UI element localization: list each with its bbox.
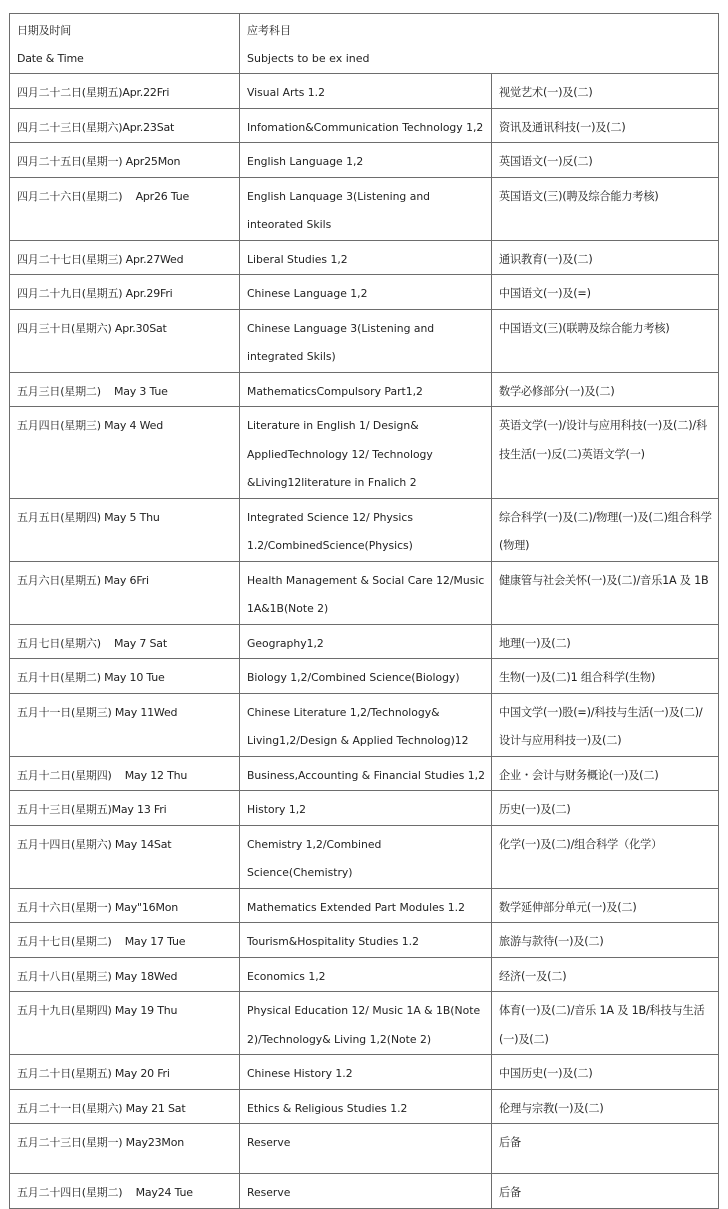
date-cell: 四月二十六日(星期二) Apr26 Tue (10, 177, 240, 240)
header-date-zh: 日期及时间 (17, 24, 71, 37)
subject-zh-cell: 化学(一)及(二)/组合科学（化学） (492, 825, 719, 888)
subject-zh-cell: 中国历史(一)及(二) (492, 1055, 719, 1090)
subject-zh-cell: 通识教育(一)及(二) (492, 240, 719, 275)
date-cell: 五月五日(星期四) May 5 Thu (10, 498, 240, 561)
subject-zh-cell: 经济(一及(二) (492, 957, 719, 992)
subject-en-cell: Liberal Studies 1,2 (240, 240, 492, 275)
subject-en-cell: Chinese Language 3(Listening and integrated Skils) (240, 309, 492, 372)
date-cell: 四月二十二日(星期五)Apr.22Fri (10, 74, 240, 109)
table-row (10, 1055, 719, 1090)
subject-en-cell: English Language 1,2 (240, 143, 492, 178)
subject-zh-cell: 中国语文(一)及(=) (492, 275, 719, 310)
timetable-table (9, 13, 719, 1209)
date-cell: 四月二十九日(星期五) Apr.29Fri (10, 275, 240, 310)
table-row (10, 1124, 719, 1174)
subject-en-cell: Mathematics Extended Part Modules 1.2 (240, 888, 492, 923)
date-cell: 五月三日(星期二) May 3 Tue (10, 372, 240, 407)
subject-en-cell: Reserve (240, 1174, 492, 1209)
table-row (10, 275, 719, 310)
timetable-body (10, 14, 719, 1209)
date-cell: 五月六日(星期五) May 6Fri (10, 561, 240, 624)
subject-en-cell: Health Management & Social Care 12/Music 1A&1B(Note 2) (240, 561, 492, 624)
subject-en-cell: History 1,2 (240, 791, 492, 826)
subject-en-cell: Business,Accounting & Financial Studies 1,2 (240, 756, 492, 791)
subject-zh-cell: 历史(一)及(二) (492, 791, 719, 826)
header-subject-zh: 应考科目 (247, 24, 291, 37)
table-row (10, 957, 719, 992)
date-cell: 五月十八日(星期三) May 18Wed (10, 957, 240, 992)
date-cell: 四月三十日(星期六) Apr.30Sat (10, 309, 240, 372)
table-row (10, 992, 719, 1055)
table-row (10, 888, 719, 923)
subject-en-cell: Geography1,2 (240, 624, 492, 659)
subject-en-cell: Chemistry 1,2/Combined Science(Chemistry) (240, 825, 492, 888)
subject-zh-cell: 英语文学(一)/设计与应用科技(一)及(二)/科技生活(一)反(二)英语文学(一) (492, 407, 719, 499)
subject-zh-cell: 资讯及通讯科技(一)及(二) (492, 108, 719, 143)
date-cell: 五月十七日(星期二) May 17 Tue (10, 923, 240, 958)
header-row (10, 14, 719, 74)
subject-zh-cell: 中国语文(三)(联聘及综合能力考核) (492, 309, 719, 372)
subject-en-cell: Ethics & Religious Studies 1.2 (240, 1089, 492, 1124)
subject-en-cell: Chinese History 1.2 (240, 1055, 492, 1090)
subject-zh-cell: 综合科学(一)及(二)/物理(一)及(二)组合科学(物理) (492, 498, 719, 561)
subject-zh-cell: 地理(一)及(二) (492, 624, 719, 659)
subject-zh-cell: 视觉艺术(一)及(二) (492, 74, 719, 109)
date-cell: 五月十六日(星期一) May"16Mon (10, 888, 240, 923)
subject-zh-cell: 后备 (492, 1124, 719, 1174)
date-cell: 五月十四日(星期六) May 14Sat (10, 825, 240, 888)
subject-en-cell: English Lanquage 3(Listening and inteorated Skils (240, 177, 492, 240)
subject-zh-cell: 体育(一)及(二)/音乐 1A 及 1B/科技与生活(一)及(二) (492, 992, 719, 1055)
table-row (10, 372, 719, 407)
table-row (10, 143, 719, 178)
date-cell: 五月十日(星期二) May 10 Tue (10, 659, 240, 694)
subject-en-cell: Economics 1,2 (240, 957, 492, 992)
subject-en-cell: Reserve (240, 1124, 492, 1174)
exam-timetable (9, 13, 718, 1209)
table-row (10, 561, 719, 624)
subject-zh-cell: 英国语文(三)(聘及综合能力考核) (492, 177, 719, 240)
subject-zh-cell: 数学延伸部分单元(一)及(二) (492, 888, 719, 923)
header-date-cell (10, 14, 240, 74)
subject-en-cell: Physical Education 12/ Music 1A & 1B(Note 2)/Technology& Living 1,2(Note 2) (240, 992, 492, 1055)
subject-en-cell: Tourism&Hospitality Studies 1.2 (240, 923, 492, 958)
table-row (10, 693, 719, 756)
table-row (10, 1089, 719, 1124)
table-row (10, 177, 719, 240)
subject-en-cell: MathematicsCompulsory Part1,2 (240, 372, 492, 407)
table-row (10, 1174, 719, 1209)
header-subject-cell (240, 14, 719, 74)
date-cell: 四月二十五日(星期一) Apr25Mon (10, 143, 240, 178)
subject-zh-cell: 英国语文(一)反(二) (492, 143, 719, 178)
subject-zh-cell: 中国文学(一)股(=)/科技与生活(一)及(二)/设计与应用科技一)及(二) (492, 693, 719, 756)
table-row (10, 407, 719, 499)
date-cell: 五月二十四日(星期二) May24 Tue (10, 1174, 240, 1209)
subject-zh-cell: 健康管与社会关怀(一)及(二)/音乐1A 及 1B (492, 561, 719, 624)
subject-zh-cell: 后备 (492, 1174, 719, 1209)
table-row (10, 240, 719, 275)
subject-zh-cell: 生物(一)及(二)1 组合科学(生物) (492, 659, 719, 694)
subject-zh-cell: 旅游与款待(一)及(二) (492, 923, 719, 958)
subject-en-cell: Chinese Literature 1,2/Technology& Living1,2/Design & Applied Technolog)12 (240, 693, 492, 756)
table-row (10, 309, 719, 372)
table-row (10, 624, 719, 659)
table-row (10, 108, 719, 143)
date-cell: 五月二十日(星期五) May 20 Fri (10, 1055, 240, 1090)
table-row (10, 756, 719, 791)
table-row (10, 74, 719, 109)
date-cell: 五月十二日(星期四) May 12 Thu (10, 756, 240, 791)
subject-en-cell: Infomation&Communication Technology 1,2 (240, 108, 492, 143)
subject-en-cell: Biology 1,2/Combined Science(Biology) (240, 659, 492, 694)
subject-zh-cell: 伦理与宗教(一)及(二) (492, 1089, 719, 1124)
date-cell: 五月十一日(星期三) May 11Wed (10, 693, 240, 756)
subject-en-cell: Integrated Science 12/ Physics 1.2/CombinedScience(Physics) (240, 498, 492, 561)
table-row (10, 791, 719, 826)
date-cell: 五月七日(星期六) May 7 Sat (10, 624, 240, 659)
subject-zh-cell: 数学必修部分(一)及(二) (492, 372, 719, 407)
table-row (10, 498, 719, 561)
date-cell: 四月二十七日(星期三) Apr.27Wed (10, 240, 240, 275)
subject-en-cell: Literature in English 1/ Design& AppliedTechnology 12/ Technology &Living12literature in Fnalich 2 (240, 407, 492, 499)
subject-en-cell: Chinese Language 1,2 (240, 275, 492, 310)
header-date-en: Date & Time (17, 52, 84, 65)
table-row (10, 659, 719, 694)
table-row (10, 923, 719, 958)
table-row (10, 825, 719, 888)
subject-zh-cell: 企业・会计与财务概论(一)及(二) (492, 756, 719, 791)
date-cell: 五月十三日(星期五)May 13 Fri (10, 791, 240, 826)
header-subject-en: Subjects to be ex ined (247, 52, 370, 65)
date-cell: 五月十九日(星期四) May 19 Thu (10, 992, 240, 1055)
date-cell: 五月二十一日(星期六) May 21 Sat (10, 1089, 240, 1124)
date-cell: 四月二十三日(星期六)Apr.23Sat (10, 108, 240, 143)
subject-en-cell: Visual Arts 1.2 (240, 74, 492, 109)
date-cell: 五月四日(星期三) May 4 Wed (10, 407, 240, 499)
date-cell: 五月二十三日(星期一) May23Mon (10, 1124, 240, 1174)
